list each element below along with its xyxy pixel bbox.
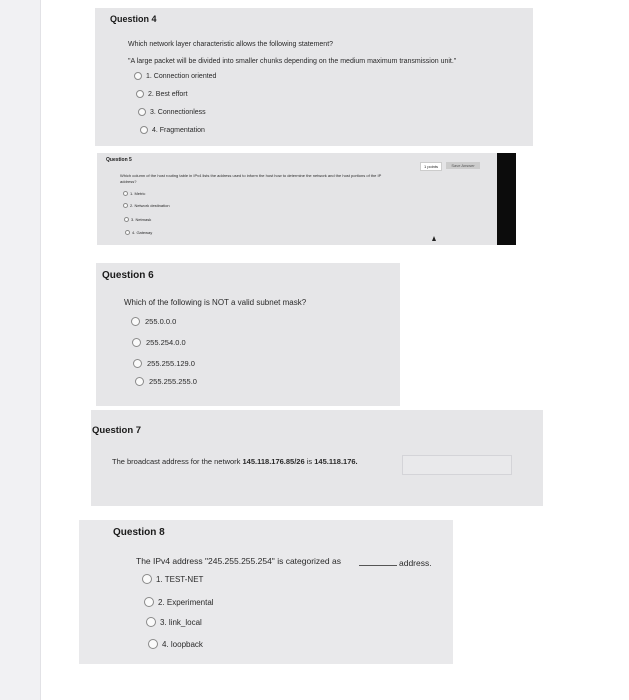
option-label: 1. Connection oriented (146, 72, 217, 80)
option-label: 255.254.0.0 (146, 338, 186, 347)
option-label: 3. Netmask (131, 217, 152, 222)
question-5-option-4[interactable] (125, 230, 152, 235)
question-5-title: Question 5 (106, 157, 132, 163)
radio-button[interactable] (136, 90, 144, 98)
question-5-option-1[interactable] (123, 191, 145, 196)
left-page-strip (0, 0, 41, 700)
question-4-card (95, 8, 533, 146)
question-7-prompt (112, 457, 358, 466)
prompt-text: The broadcast address for the network (112, 457, 243, 466)
radio-button[interactable] (140, 126, 148, 134)
radio-button[interactable] (135, 377, 144, 386)
question-6-card (96, 263, 400, 406)
option-label: 1. Metric (130, 191, 146, 196)
radio-button[interactable] (132, 338, 141, 347)
question-8-option-2[interactable] (144, 597, 214, 607)
radio-button[interactable] (144, 597, 154, 607)
radio-button[interactable] (125, 230, 130, 235)
radio-button[interactable] (148, 639, 158, 649)
radio-button[interactable] (134, 72, 142, 80)
question-6-prompt: Which of the following is NOT a valid subnet mask? (124, 298, 307, 307)
question-5-card (97, 153, 516, 245)
option-label: 4. Gateway (132, 230, 153, 235)
question-4-prompt: Which network layer characteristic allows the following statement? (128, 41, 334, 48)
option-label: 255.255.129.0 (147, 359, 195, 368)
black-edge (497, 153, 516, 245)
option-label: 1. TEST-NET (156, 574, 204, 584)
question-8-prompt-end: address. (399, 558, 432, 568)
question-6-option-3[interactable] (133, 359, 195, 368)
network-address: 145.118.176.85/26 (242, 457, 305, 466)
question-8-option-4[interactable] (148, 639, 203, 649)
question-4-option-3[interactable] (138, 108, 206, 116)
question-8-card (79, 520, 453, 664)
question-5-prompt-cont: address? (120, 179, 137, 184)
question-8-title: Question 8 (113, 527, 165, 538)
answer-text: 145.118.176. (314, 457, 358, 466)
option-label: 3. link_local (160, 617, 202, 627)
radio-button[interactable] (131, 317, 140, 326)
mouse-cursor-icon (432, 236, 436, 241)
radio-button[interactable] (124, 217, 129, 222)
question-7-card (91, 410, 543, 506)
radio-button[interactable] (123, 191, 128, 196)
option-label: 255.255.255.0 (149, 377, 197, 386)
question-7-title: Question 7 (92, 425, 142, 436)
question-5-option-3[interactable] (124, 217, 151, 222)
option-label: 2. Network destination (130, 203, 170, 208)
question-6-option-4[interactable] (135, 377, 197, 386)
question-8-option-3[interactable] (146, 617, 202, 627)
question-8-prompt: The IPv4 address "245.255.255.254" is categorized as (136, 556, 341, 566)
question-6-option-1[interactable] (131, 317, 176, 326)
option-label: 255.0.0.0 (145, 317, 177, 326)
save-answer-button[interactable]: Save Answer (446, 162, 480, 169)
option-label: 2. Experimental (158, 597, 214, 607)
question-4-title: Question 4 (110, 14, 157, 24)
question-6-option-2[interactable] (132, 338, 186, 347)
radio-button[interactable] (146, 617, 156, 627)
radio-button[interactable] (142, 574, 152, 584)
question-5-prompt: Which column of the host routing table in IPv4 lists the address used to inform the host how to determine the network and the host portions of the IP (120, 173, 382, 178)
question-5-option-2[interactable] (123, 203, 170, 208)
radio-button[interactable] (133, 359, 142, 368)
question-8-option-1[interactable] (142, 574, 203, 584)
radio-button[interactable] (123, 203, 128, 208)
question-6-title: Question 6 (102, 270, 154, 281)
option-label: 3. Connectionless (150, 108, 206, 116)
option-label: 4. Fragmentation (152, 126, 205, 134)
question-4-option-4[interactable] (140, 126, 205, 134)
option-label: 2. Best effort (148, 90, 188, 98)
answer-input[interactable] (402, 455, 512, 475)
radio-button[interactable] (138, 108, 146, 116)
question-4-option-1[interactable] (134, 72, 216, 80)
option-label: 4. loopback (162, 639, 203, 649)
points-badge: 1 points (420, 162, 442, 171)
prompt-text: is (304, 457, 315, 466)
question-4-option-2[interactable] (136, 90, 188, 98)
question-4-quote: "A large packet will be divided into smaller chunks depending on the medium maximum transmission unit." (128, 58, 457, 65)
blank-line[interactable] (359, 565, 397, 566)
